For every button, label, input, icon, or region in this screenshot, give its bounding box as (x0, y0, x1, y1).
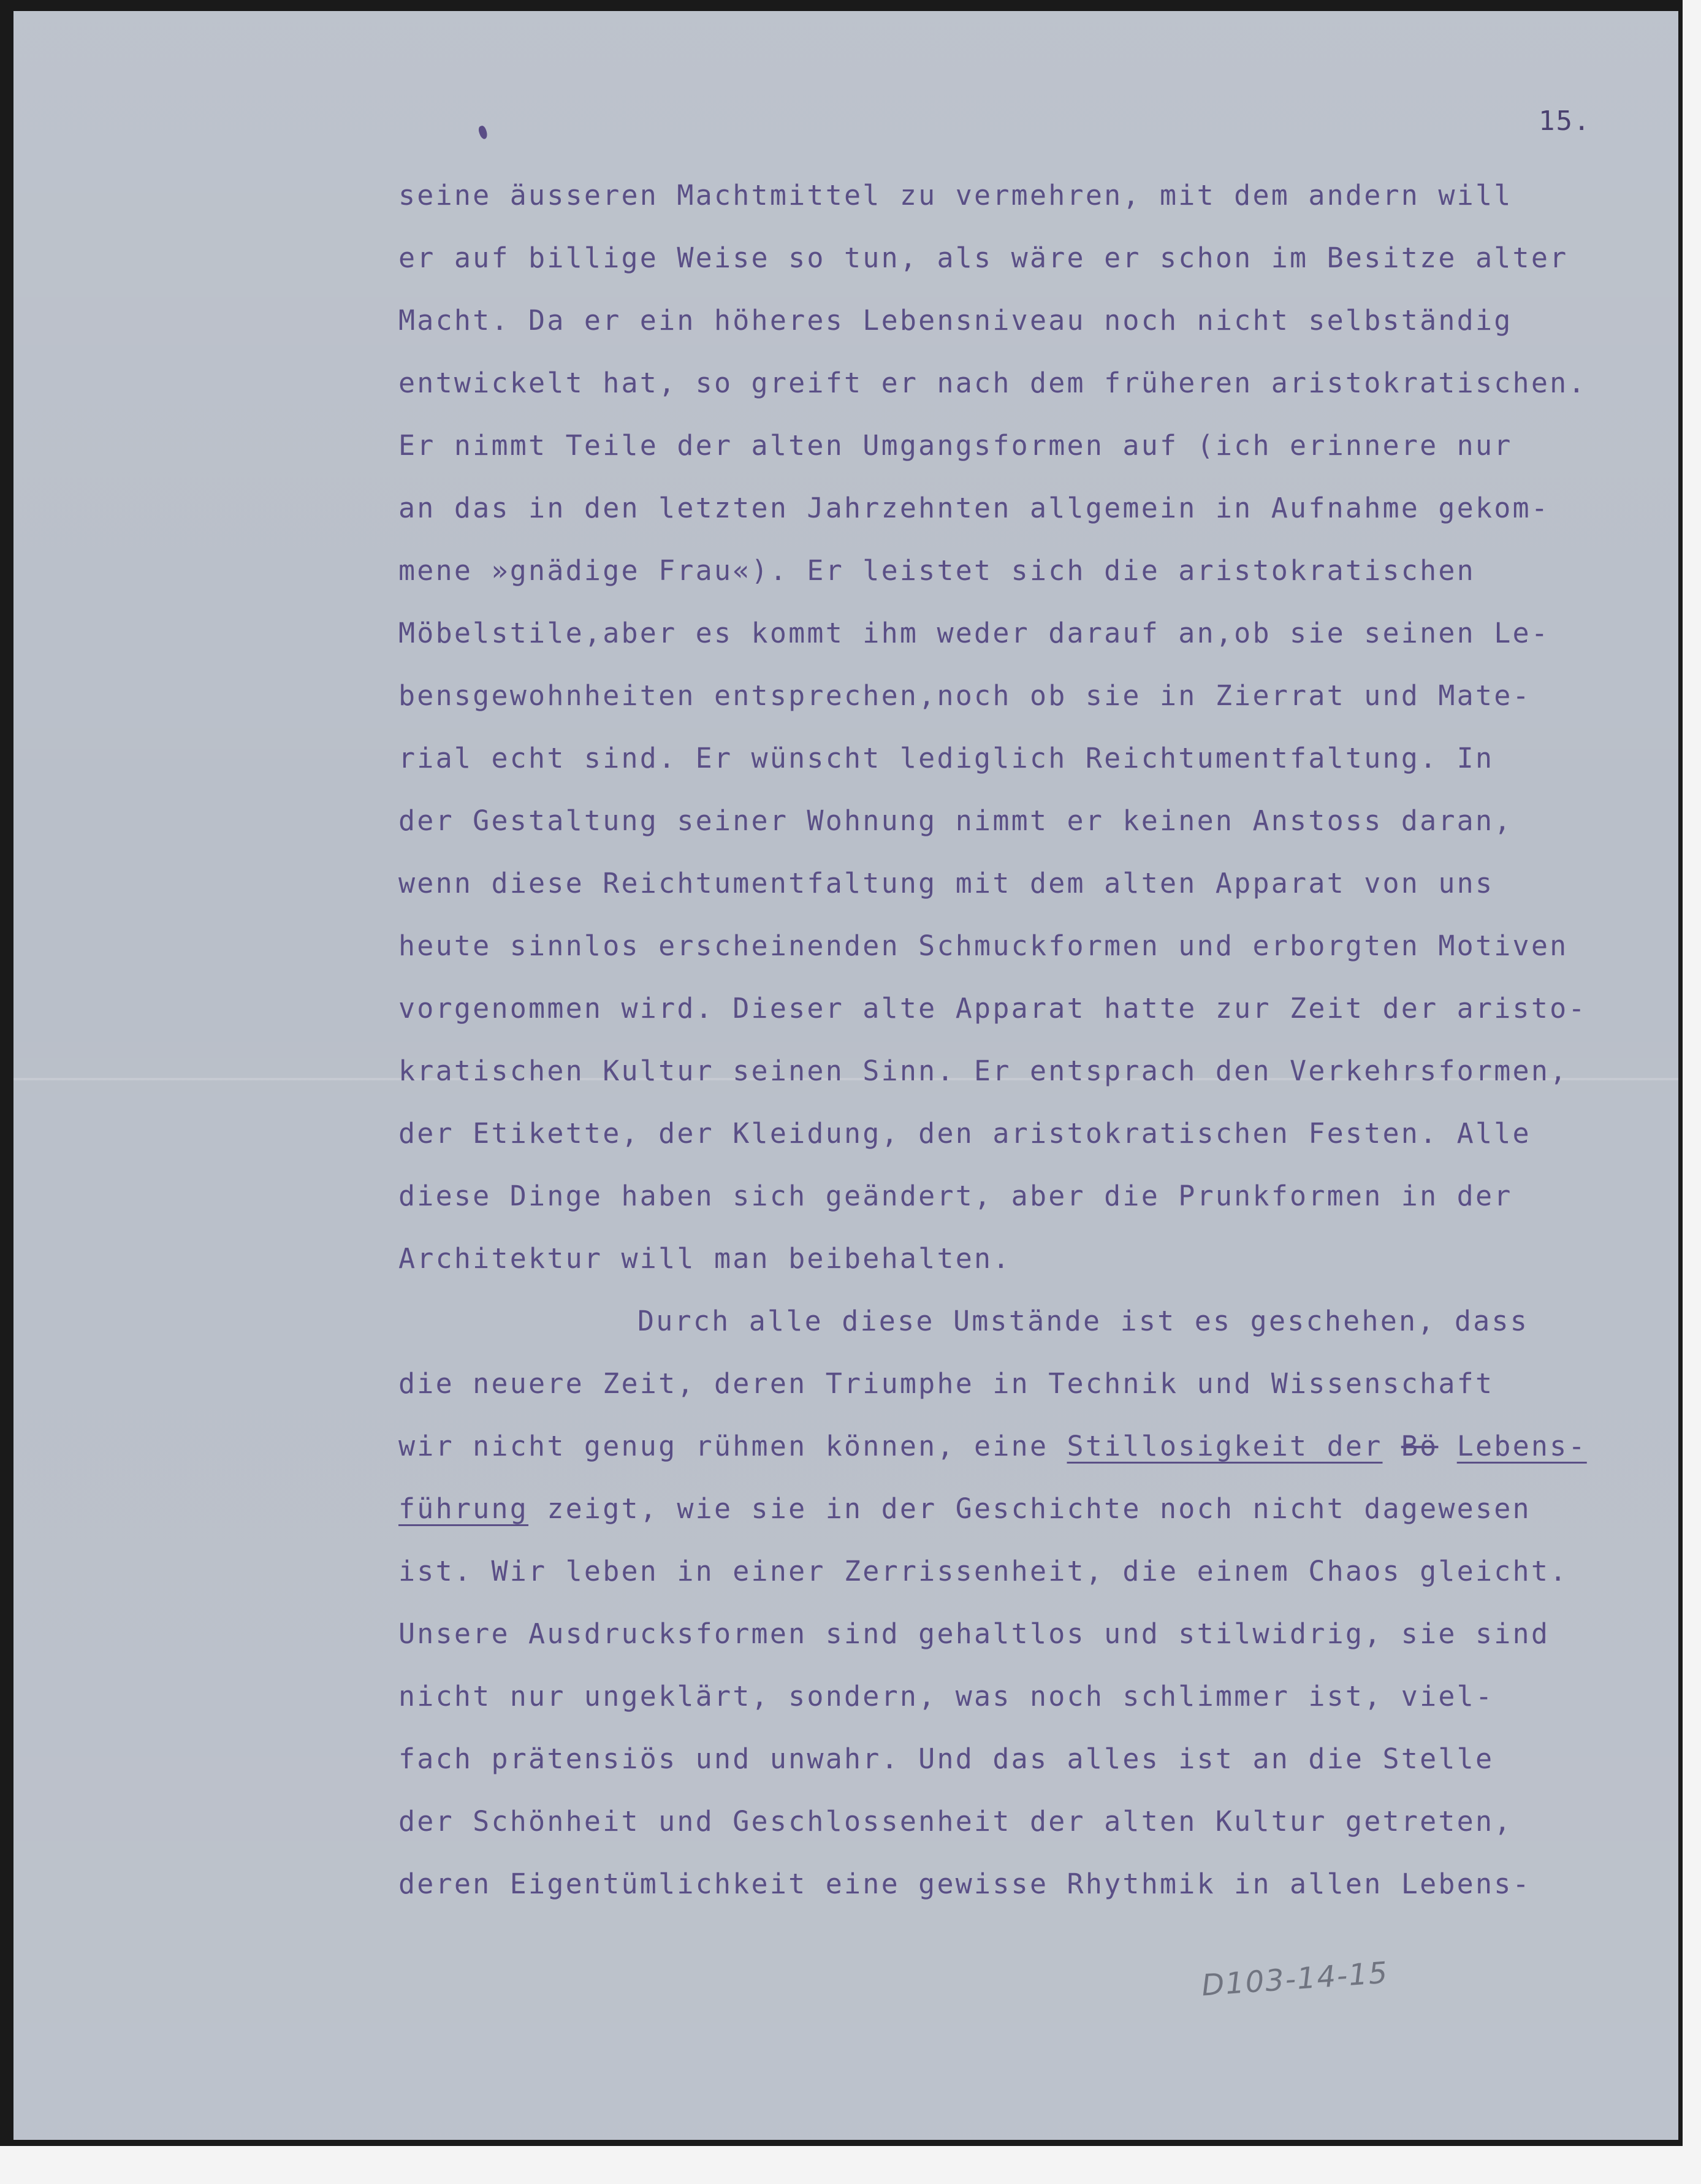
line-text: Durch alle diese Umstände ist es geschehen, dass (637, 1305, 1529, 1337)
line-text: die neuere Zeit, deren Triumphe in Technik und Wissenschaft (398, 1367, 1494, 1400)
text-line (398, 1290, 1661, 1353)
line-text: Architektur will man beibehalten. (398, 1242, 1011, 1275)
line-text: Macht. Da er ein höheres Lebensniveau noch nicht selbständig (398, 304, 1513, 337)
line-text: rial echt sind. Er wünscht lediglich Reichtumentfaltung. In (398, 742, 1494, 774)
line-text: Möbelstile,aber es kommt ihm weder darauf an,ob sie seinen Le- (398, 617, 1550, 649)
line-text: kratischen Kultur seinen Sinn. Er entsprach den Verkehrsformen, (398, 1055, 1569, 1087)
text-line (398, 1165, 1661, 1228)
line-text: Unsere Ausdrucksformen sind gehaltlos und stilwidrig, sie sind (398, 1617, 1550, 1650)
text-line (398, 289, 1661, 352)
underlined-text: führung (398, 1492, 529, 1525)
text-line (398, 1478, 1661, 1540)
line-text: bensgewohnheiten entsprechen,noch ob sie in Zierrat und Mate- (398, 679, 1531, 712)
line-text: mene »gnädige Frau«). Er leistet sich die aristokratischen (398, 554, 1475, 587)
line-text: vorgenommen wird. Dieser alte Apparat hatte zur Zeit der aristo- (398, 992, 1587, 1025)
line-text (1438, 1430, 1456, 1462)
underlined-text: Lebens- (1456, 1430, 1587, 1462)
text-line (398, 477, 1661, 540)
text-line (398, 1102, 1661, 1165)
line-text: deren Eigentümlichkeit eine gewisse Rhythmik in allen Lebens- (398, 1868, 1531, 1900)
text-line (398, 1353, 1661, 1415)
line-text: fach prätensiös und unwahr. Und das alles ist an die Stelle (398, 1743, 1494, 1775)
line-text: der Etikette, der Kleidung, den aristokratischen Festen. Alle (398, 1117, 1531, 1150)
line-text: er auf billige Weise so tun, als wäre er schon im Besitze alter (398, 242, 1569, 274)
line-text: nicht nur ungeklärt, sondern, was noch schlimmer ist, viel- (398, 1680, 1494, 1712)
text-line (398, 727, 1661, 790)
text-line (398, 1540, 1661, 1603)
text-line (398, 915, 1661, 977)
line-text: wir nicht genug rühmen können, eine (398, 1430, 1067, 1462)
body-text (398, 164, 1661, 1915)
text-line (398, 540, 1661, 602)
text-line (398, 1415, 1661, 1478)
text-line (398, 1665, 1661, 1728)
text-line (398, 977, 1661, 1040)
text-line (398, 227, 1661, 289)
scan-margin (0, 2146, 1701, 2184)
line-text: wenn diese Reichtumentfaltung mit dem alten Apparat von uns (398, 867, 1494, 899)
text-line (398, 852, 1661, 915)
line-text: entwickelt hat, so greift er nach dem früheren aristokratischen. (398, 367, 1587, 399)
line-text: zeigt, wie sie in der Geschichte noch nicht dagewesen (528, 1492, 1531, 1525)
text-line (398, 1853, 1661, 1915)
line-text: ist. Wir leben in einer Zerrissenheit, die einem Chaos gleicht. (398, 1555, 1569, 1587)
text-line (398, 665, 1661, 727)
text-line (398, 1228, 1661, 1290)
line-text: diese Dinge haben sich geändert, aber die Prunkformen in der (398, 1180, 1513, 1212)
line-text: der Gestaltung seiner Wohnung nimmt er keinen Anstoss daran, (398, 804, 1513, 837)
line-text: der Schönheit und Geschlossenheit der alten Kultur getreten, (398, 1805, 1513, 1838)
text-line (398, 414, 1661, 477)
line-text: an das in den letzten Jahrzehnten allgemein in Aufnahme gekom- (398, 492, 1550, 524)
text-line (398, 352, 1661, 414)
text-line (398, 1728, 1661, 1790)
line-text: heute sinnlos erscheinenden Schmuckformen und erborgten Motiven (398, 930, 1569, 962)
scan-margin (1683, 0, 1701, 2184)
page-number: 15. (1539, 105, 1591, 137)
text-line (398, 1040, 1661, 1102)
text-line (398, 790, 1661, 852)
archive-signature: D103-14-15 (1200, 1955, 1390, 2003)
line-text: Er nimmt Teile der alten Umgangsformen auf (ich erinnere nur (398, 429, 1513, 462)
text-line (398, 602, 1661, 665)
underlined-text: Stillosigkeit der (1067, 1430, 1383, 1462)
line-text (1383, 1430, 1401, 1462)
struck-text: Bö (1401, 1430, 1439, 1462)
text-line (398, 1790, 1661, 1853)
text-line (398, 1603, 1661, 1665)
text-line (398, 164, 1661, 227)
line-text: seine äusseren Machtmittel zu vermehren, mit dem andern will (398, 179, 1513, 212)
